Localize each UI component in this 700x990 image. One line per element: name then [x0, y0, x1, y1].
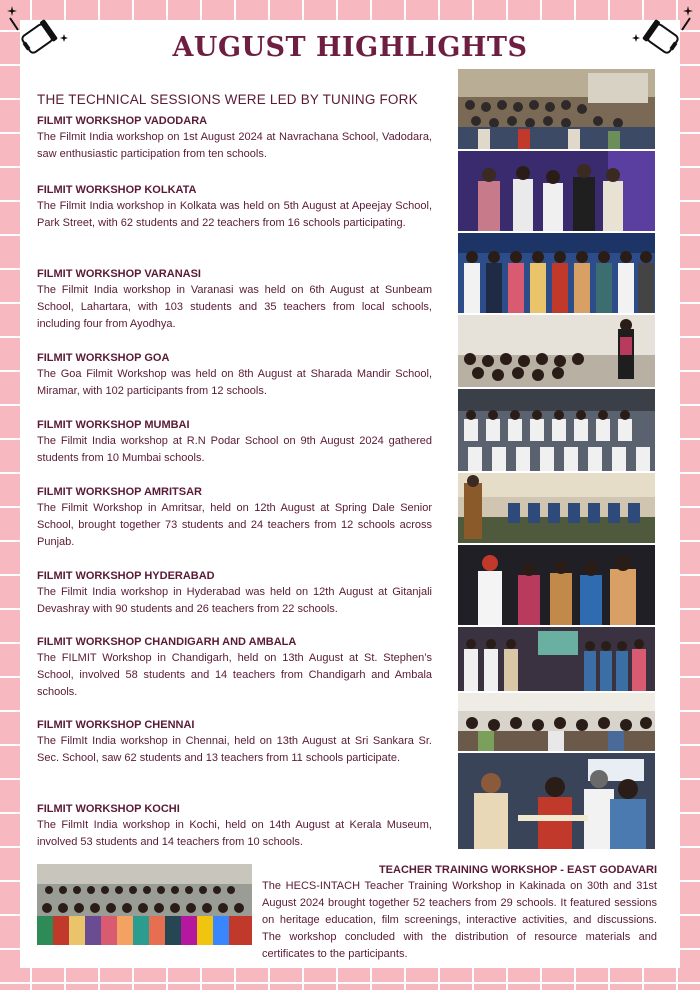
workshop-entry-amritsar: [37, 484, 432, 551]
workshop-heading: FILMIT WORKSHOP CHENNAI: [37, 719, 195, 731]
workshop-text: The FilmIt India workshop in Kochi, held on 14th August at Kerala Museum, involved 53 students and 14 teachers from 10 schools.: [37, 819, 432, 848]
teacher-training-photo: [37, 864, 252, 945]
workshop-heading: FILMIT WORKSHOP VARANASI: [37, 268, 201, 280]
workshop-entry-hyderabad: [37, 568, 432, 618]
workshop-entry-kolkata: [37, 182, 432, 232]
workshop-text: The Filmit India workshop in Hyderabad was held on 12th August at Gitanjali Devashray with 90 students and 26 teachers from 22 schools.: [37, 586, 432, 615]
workshop-text: The Filmit India workshop on 1st August 2024 at Navrachana School, Vadodara, saw enthusiastic participation from ten schools.: [37, 131, 432, 160]
workshop-text: The Goa Filmit Workshop was held on 8th August at Sharada Mandir School, Miramar, with 102 participants from 12 schools.: [37, 368, 432, 397]
workshop-photo-chennai: [458, 693, 655, 751]
workshop-text: The FILMIT Workshop in Chandigarh, held on 13th August at St. Stephen’s School, involved 58 students and 14 teachers from Chandigarh and Ambala schools.: [37, 652, 432, 698]
workshop-heading: FILMIT WORKSHOP CHANDIGARH AND AMBALA: [37, 636, 297, 648]
workshop-photo-goa: [458, 315, 655, 387]
workshop-heading: FILMIT WORKSHOP AMRITSAR: [37, 486, 202, 498]
teacher-training-text: The HECS-INTACH Teacher Training Workshop in Kakinada on 30th and 31st August 2024 brought together 52 teachers from 29 schools. It featured sessions on heritage education, film screenings, interactive activities, and discussions. The workshop concluded with the distribution of resource materials and certificates to the participants.: [262, 880, 657, 960]
workshop-entry-varanasi: [37, 266, 432, 333]
workshop-photo-amritsar: [458, 473, 655, 543]
workshop-heading: FILMIT WORKSHOP VADODARA: [37, 115, 208, 127]
workshop-entry-mumbai: [37, 417, 432, 467]
workshop-photo-hyderabad: [458, 545, 655, 625]
workshop-text: The Filmit India workshop in Kolkata was held on 5th August at Apeejay School, Park Street, with 62 students and 22 teachers from 16 schools participating.: [37, 200, 432, 229]
workshop-text: The Filmit Workshop in Amritsar, held on 12th August at Spring Dale Senior School, brought together 73 students and 24 teachers from 12 schools across Punjab.: [37, 502, 432, 548]
workshop-heading: FILMIT WORKSHOP GOA: [37, 352, 170, 364]
workshop-entry-kochi: [37, 801, 432, 851]
workshop-heading: FILMIT WORKSHOP KOCHI: [37, 803, 180, 815]
workshop-heading: FILMIT WORKSHOP HYDERABAD: [37, 570, 215, 582]
workshop-photo-mumbai: [458, 389, 655, 471]
workshop-photo-kochi: [458, 753, 655, 849]
teacher-training-section: [262, 862, 657, 963]
workshop-entry-vadodara: [37, 113, 432, 163]
subtitle: THE TECHNICAL SESSIONS WERE LED BY TUNING FORK: [37, 92, 418, 107]
workshop-entry-goa: [37, 350, 432, 400]
workshop-entry-chandigarh: [37, 634, 432, 701]
workshop-heading: FILMIT WORKSHOP KOLKATA: [37, 184, 197, 196]
teacher-training-heading: TEACHER TRAINING WORKSHOP - EAST GODAVARI: [378, 864, 657, 876]
workshop-photo-chandigarh: [458, 627, 655, 691]
workshop-photo-vadodara: [458, 69, 655, 149]
page-title: AUGUST HIGHLIGHTS: [172, 32, 528, 63]
workshop-text: The FilmIt India workshop in Chennai, held on 13th August at Sri Sankara Sr. Sec. School, saw 62 students and 13 teachers from 11 schools participate.: [37, 735, 432, 764]
workshop-photo-varanasi: [458, 233, 655, 313]
workshop-text: The Filmit India workshop at R.N Podar School on 9th August 2024 gathered students from 10 Mumbai schools.: [37, 435, 432, 464]
workshop-entry-chennai: [37, 717, 432, 767]
workshop-text: The Filmit India workshop in Varanasi was held on 6th August at Sunbeam School, Lahartara, with 103 students and 35 teachers from local schools, including four from Ayodhya.: [37, 284, 432, 330]
workshop-heading: FILMIT WORKSHOP MUMBAI: [37, 419, 190, 431]
workshop-photo-kolkata: [458, 151, 655, 231]
